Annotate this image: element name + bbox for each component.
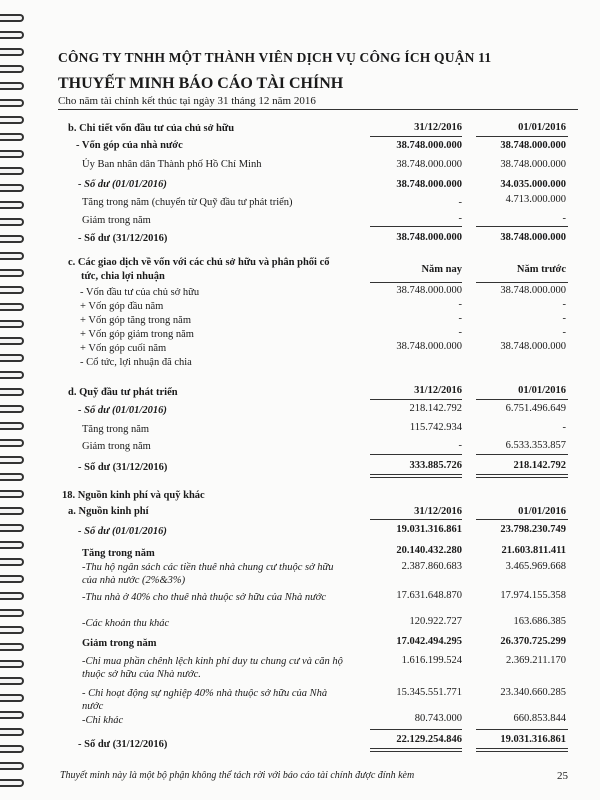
binding-loop (0, 218, 24, 226)
section-d-heading: d. Quỹ đầu tư phát triển (68, 387, 178, 398)
col-underline (370, 399, 462, 400)
binding-loop (0, 541, 24, 549)
row-value: 19.031.316.861 (500, 734, 566, 745)
binding-loop (0, 82, 24, 90)
col-underline (476, 136, 568, 137)
row-label: - Vốn đầu tư của chủ sở hữu (80, 287, 200, 298)
binding-loop (0, 473, 24, 481)
row-value: 2.369.211.170 (506, 655, 566, 666)
row-value: 80.743.000 (414, 713, 462, 724)
binding-loop (0, 337, 24, 345)
total-rule (476, 226, 568, 227)
row-label: - Vốn góp của nhà nước (76, 140, 183, 151)
row-value: 38.748.000.000 (396, 285, 462, 296)
total-rule (370, 454, 462, 455)
row-label: - Số dư (31/12/2016) (78, 739, 168, 750)
col-underline (370, 519, 462, 520)
row-label-cont: nước (82, 701, 104, 712)
report-subtitle: Cho năm tài chính kết thúc tại ngày 31 tháng 12 năm 2016 (58, 95, 316, 107)
section-b-col2: 01/01/2016 (518, 122, 566, 133)
binding-loop (0, 14, 24, 22)
binding-loop (0, 65, 24, 73)
binding-loop (0, 456, 24, 464)
row-value: 3.465.969.668 (505, 561, 566, 572)
row-value: 2.387.860.683 (401, 561, 462, 572)
col-underline (370, 282, 462, 283)
row-label-cont: của nhà nước (2%&3%) (82, 575, 186, 586)
row-label: -Các khoản thu khác (82, 618, 170, 629)
row-value: 38.748.000.000 (396, 179, 462, 190)
binding-loop (0, 422, 24, 430)
section-c-heading-cont: tức, chia lợi nhuận (81, 271, 165, 282)
row-value: - (562, 313, 566, 324)
row-label: - Cổ tức, lợi nhuận đã chia (80, 357, 192, 368)
row-value: 660.853.844 (513, 713, 566, 724)
binding-loop (0, 490, 24, 498)
row-value: 38.748.000.000 (396, 140, 462, 151)
row-value: 38.748.000.000 (396, 159, 462, 170)
double-rule (476, 748, 568, 752)
row-label: Tăng trong năm (chuyển từ Quỹ đầu tư phát triển) (82, 197, 293, 208)
binding-loop (0, 116, 24, 124)
binding-loop (0, 643, 24, 651)
binding-loop (0, 575, 24, 583)
row-value: 6.533.353.857 (505, 440, 566, 451)
row-value: 19.031.316.861 (396, 524, 462, 535)
page-number: 25 (557, 770, 568, 782)
row-value: 20.140.432.280 (396, 545, 462, 556)
row-label: Giảm trong năm (82, 441, 151, 452)
total-rule (476, 454, 568, 455)
row-value: 218.142.792 (409, 403, 462, 414)
binding-loop (0, 252, 24, 260)
row-label: + Vốn góp giảm trong năm (80, 329, 194, 340)
row-value: - (458, 213, 462, 224)
row-value: 4.713.000.000 (505, 194, 566, 205)
row-label: Ủy Ban nhân dân Thành phố Hồ Chí Minh (82, 159, 262, 170)
section-c-col2: Năm trước (516, 264, 566, 275)
binding-loop (0, 507, 24, 515)
spiral-binding (0, 0, 26, 800)
row-label: - Số dư (31/12/2016) (78, 462, 168, 473)
binding-loop (0, 388, 24, 396)
binding-loop (0, 99, 24, 107)
row-label: -Chi khác (82, 715, 124, 726)
row-value: 6.751.496.649 (505, 403, 566, 414)
row-value: 38.748.000.000 (500, 285, 566, 296)
section-b-col1: 31/12/2016 (414, 122, 462, 133)
binding-loop (0, 184, 24, 192)
row-value: - (458, 327, 462, 338)
double-rule (370, 748, 462, 752)
binding-loop (0, 405, 24, 413)
binding-loop (0, 133, 24, 141)
binding-loop (0, 354, 24, 362)
binding-loop (0, 779, 24, 787)
double-rule (370, 474, 462, 478)
row-value: - (458, 197, 462, 208)
row-label: - Số dư (01/01/2016) (78, 179, 167, 190)
binding-loop (0, 303, 24, 311)
binding-loop (0, 439, 24, 447)
total-rule (476, 729, 568, 730)
row-label: Giảm trong năm (82, 638, 157, 649)
binding-loop (0, 677, 24, 685)
row-value: - (562, 299, 566, 310)
row-value: 17.631.648.870 (396, 590, 462, 601)
section-b-heading: b. Chi tiết vốn đầu tư của chủ sở hữu (68, 123, 235, 134)
binding-loop (0, 711, 24, 719)
row-value: 23.340.660.285 (500, 687, 566, 698)
row-value: - (458, 440, 462, 451)
row-value: 34.035.000.000 (500, 179, 566, 190)
row-value: 17.042.494.295 (396, 636, 462, 647)
binding-loop (0, 150, 24, 158)
row-value: 15.345.551.771 (396, 687, 462, 698)
binding-loop (0, 762, 24, 770)
binding-loop (0, 745, 24, 753)
row-label: Tăng trong năm (82, 548, 155, 559)
section-d-col2: 01/01/2016 (518, 385, 566, 396)
binding-loop (0, 31, 24, 39)
row-label: - Số dư (01/01/2016) (78, 405, 167, 416)
section-c-col1: Năm nay (421, 264, 462, 275)
row-label: -Thu nhà ở 40% cho thuê nhà thuộc sở hữu của Nhà nước (82, 592, 327, 603)
section-c-heading: c. Các giao dịch về vốn với các chủ sở hữu và phân phối cổ (68, 257, 330, 268)
footer-note: Thuyết minh này là một bộ phận không thể tách rời với báo cáo tài chính được đính kèm (60, 770, 415, 781)
binding-loop (0, 524, 24, 532)
row-value: 22.129.254.846 (396, 734, 462, 745)
col-underline (476, 399, 568, 400)
row-label: - Chi hoạt động sự nghiệp 40% nhà thuộc sở hữu của Nhà (82, 688, 328, 699)
row-value: 1.616.199.524 (401, 655, 462, 666)
row-value: 21.603.811.411 (501, 545, 566, 556)
binding-loop (0, 660, 24, 668)
row-value: 38.748.000.000 (500, 232, 566, 243)
row-value: 38.748.000.000 (500, 159, 566, 170)
binding-loop (0, 235, 24, 243)
row-value: 38.748.000.000 (500, 341, 566, 352)
binding-loop (0, 609, 24, 617)
section-18-col1: 31/12/2016 (414, 506, 462, 517)
binding-loop (0, 167, 24, 175)
row-label: -Chi mua phần chênh lệch kinh phí duy tu chung cư và căn hộ (82, 656, 343, 667)
row-value: 163.686.385 (513, 616, 566, 627)
row-value: - (562, 422, 566, 433)
binding-loop (0, 694, 24, 702)
col-underline (370, 136, 462, 137)
row-value: 38.748.000.000 (500, 140, 566, 151)
row-value: 218.142.792 (513, 460, 566, 471)
row-label: Tăng trong năm (82, 424, 150, 435)
row-value: - (562, 213, 566, 224)
row-label: - Số dư (01/01/2016) (78, 526, 167, 537)
row-label: - Số dư (31/12/2016) (78, 233, 168, 244)
col-underline (476, 282, 568, 283)
section-18-col2: 01/01/2016 (518, 506, 566, 517)
row-label-cont: thuộc sở hữu của Nhà nước. (82, 669, 201, 680)
binding-loop (0, 371, 24, 379)
binding-loop (0, 269, 24, 277)
row-value: - (458, 299, 462, 310)
binding-loop (0, 626, 24, 634)
section-18-heading: 18. Nguồn kinh phí và quỹ khác (62, 490, 205, 501)
company-name: CÔNG TY TNHH MỘT THÀNH VIÊN DỊCH VỤ CÔNG ÍCH QUẬN 11 (58, 50, 492, 65)
total-rule (370, 226, 462, 227)
col-underline (476, 519, 568, 520)
row-value: 333.885.726 (409, 460, 462, 471)
binding-loop (0, 592, 24, 600)
row-value: 38.748.000.000 (396, 341, 462, 352)
row-label: Giảm trong năm (82, 215, 151, 226)
row-label: + Vốn góp tăng trong năm (80, 315, 192, 326)
double-rule (476, 474, 568, 478)
row-label: + Vốn góp cuối năm (80, 343, 167, 354)
binding-loop (0, 201, 24, 209)
row-value: 38.748.000.000 (396, 232, 462, 243)
report-title: THUYẾT MINH BÁO CÁO TÀI CHÍNH (58, 75, 344, 92)
binding-loop (0, 48, 24, 56)
binding-loop (0, 558, 24, 566)
row-value: 23.798.230.749 (500, 524, 566, 535)
row-value: - (562, 327, 566, 338)
row-value: 26.370.725.299 (500, 636, 566, 647)
section-18a-heading: a. Nguồn kinh phí (68, 506, 149, 517)
binding-loop (0, 320, 24, 328)
row-label: + Vốn góp đầu năm (80, 301, 164, 312)
row-label: -Thu hộ ngân sách các tiền thuê nhà chung cư thuộc sở hữu (82, 562, 334, 573)
total-rule (370, 729, 462, 730)
row-value: 17.974.155.358 (500, 590, 566, 601)
row-value: 115.742.934 (409, 422, 462, 433)
row-value: 120.922.727 (409, 616, 462, 627)
header-divider (58, 109, 578, 110)
row-value: - (458, 313, 462, 324)
section-d-col1: 31/12/2016 (414, 385, 462, 396)
binding-loop (0, 286, 24, 294)
binding-loop (0, 728, 24, 736)
